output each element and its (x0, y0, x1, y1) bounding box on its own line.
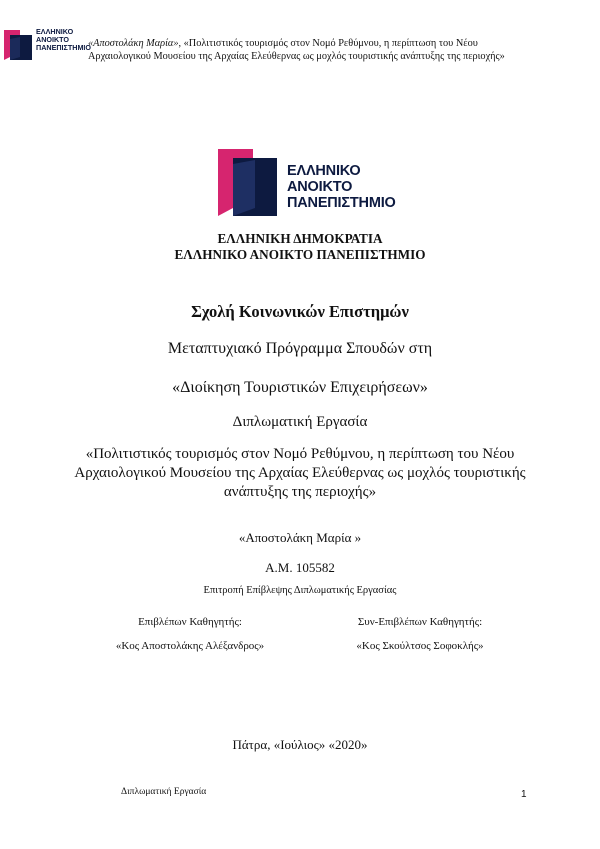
running-header-author: «Αποστολάκη Μαρία» (88, 38, 179, 49)
program-label: Μεταπτυχιακό Πρόγραμμα Σπουδών στη (167, 340, 433, 357)
committee-heading: Επιτροπή Επίβλεψης Διπλωματικής Εργασίας (203, 585, 397, 596)
republic-name: ΕΛΛΗΝΙΚΗ ΔΗΜΟΚΡΑΤΙΑ (217, 231, 383, 246)
header-logo-mark (2, 27, 36, 63)
page-number: 1 (521, 789, 527, 800)
running-header-citation: , «Πολιτιστικός τουρισμός στον Νομό Ρεθύμνου, η περίπτωση του Νέου Αρχαιολογικού Μουσείου της Αρχαίας Ελεύθερνας ως μοχλός τουριστικής ανάπτυξης της περιοχής» (88, 38, 505, 62)
header-logo-line-1: ΕΛΛΗΝΙΚΟ (36, 27, 74, 36)
header-logo (2, 27, 92, 63)
school-name: Σχολή Κοινωνικών Επιστημών (191, 302, 409, 321)
header-logo-line-3: ΠΑΝΕΠΙΣΤΗΜΙΟ (36, 43, 92, 52)
supervisor-label: Επιβλέπων Καθηγητής: (138, 616, 242, 628)
university-name: ΕΛΛΗΝΙΚΟ ΑΝΟΙΚΤΟ ΠΑΝΕΠΙΣΤΗΜΙΟ (174, 246, 426, 262)
header-logo-line-2: ΑΝΟΙΚΤΟ (36, 35, 70, 44)
institution-heading (0, 231, 600, 262)
university-logo-mark (215, 146, 285, 218)
author-name: «Αποστολάκη Μαρία » (238, 530, 362, 545)
student-id: Α.Μ. 105582 (265, 560, 335, 575)
footer-label: Διπλωματική Εργασία (121, 787, 207, 797)
place-date: Πάτρα, «Ιούλιος» «2020» (232, 737, 368, 752)
program-name: «Διοίκηση Τουριστικών Επιχειρήσεων» (172, 379, 428, 396)
logo-line-1: ΕΛΛΗΝΙΚΟ (287, 163, 361, 179)
co-supervisor-name: «Κος Σκούλτσος Σοφοκλής» (356, 640, 484, 652)
thesis-type: Διπλωματική Εργασία (232, 414, 368, 430)
running-header (88, 38, 530, 63)
logo-line-3: ΠΑΝΕΠΙΣΤΗΜΙΟ (287, 195, 396, 211)
university-logo (215, 146, 415, 218)
thesis-title: «Πολιτιστικός τουρισμός στον Νομό Ρεθύμνου, η περίπτωση του Νέου Αρχαιολογικού Μουσείου της Αρχαίας Ελεύθερνας ως μοχλός τουριστικής ανάπτυξης της περιοχής» (74, 446, 526, 500)
supervisor-name: «Κος Αποστολάκης Αλέξανδρος» (115, 640, 265, 652)
logo-line-2: ΑΝΟΙΚΤΟ (287, 179, 353, 195)
co-supervisor-label: Συν-Επιβλέπων Καθηγητής: (357, 616, 483, 628)
